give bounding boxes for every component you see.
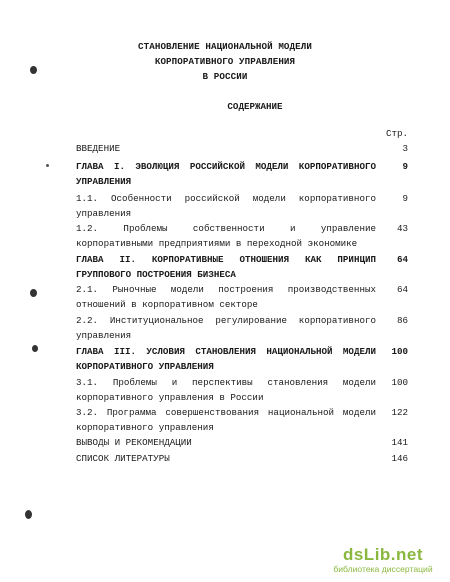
toc-entry-text: ГЛАВА III. УСЛОВИЯ СТАНОВЛЕНИЯ НАЦИОНАЛЬНОЙ МОДЕЛИ КОРПОРАТИВНОГО УПРАВЛЕНИЯ xyxy=(76,346,376,372)
toc-entry-text: ВЫВОДЫ И РЕКОМЕНДАЦИИ xyxy=(76,437,192,448)
scan-blot xyxy=(32,345,38,352)
scan-blot xyxy=(25,510,32,519)
toc-page-number: 9 xyxy=(402,193,408,204)
toc-page-number: 100 xyxy=(391,346,408,357)
toc-entry-chapter-3[interactable] xyxy=(76,345,376,374)
toc-entry-introduction[interactable] xyxy=(76,142,376,157)
toc-entry-section-3-1[interactable] xyxy=(76,376,376,405)
toc-entry-bibliography[interactable] xyxy=(76,452,376,467)
watermark-logo: dsLib.net xyxy=(342,545,424,564)
scan-blot xyxy=(46,164,49,167)
toc-entry-text: 1.2. Проблемы собственности и управление корпоративными предприятиями в переходной экономике xyxy=(76,223,376,249)
toc-entry-text: 1.1. Особенности российской модели корпоративного управления xyxy=(76,193,376,219)
title-line-3: В РОССИИ xyxy=(202,71,248,82)
watermark-subtitle: библиотека диссертаций xyxy=(333,564,433,574)
toc-entry-text: ВВЕДЕНИЕ xyxy=(76,143,121,154)
toc-entry-section-2-2[interactable] xyxy=(76,314,376,343)
toc-entry-text: СПИСОК ЛИТЕРАТУРЫ xyxy=(76,453,170,464)
toc-entry-text: 2.2. Институциональное регулирование корпоративного управления xyxy=(76,315,376,341)
toc-entry-text: 2.1. Рыночные модели построения производственных отношений в корпоративном секторе xyxy=(76,284,376,310)
toc-entry-section-1-2[interactable] xyxy=(76,222,376,251)
toc-page-number: 122 xyxy=(391,407,408,418)
toc-entry-section-1-1[interactable] xyxy=(76,192,376,221)
toc-entry-section-2-1[interactable] xyxy=(76,283,376,312)
toc-entry-text: ГЛАВА I. ЭВОЛЮЦИЯ РОССИЙСКОЙ МОДЕЛИ КОРПОРАТИВНОГО УПРАВЛЕНИЯ xyxy=(76,161,376,187)
toc-page-number: 100 xyxy=(391,377,408,388)
toc-entry-chapter-1[interactable] xyxy=(76,160,376,189)
toc-page-number: 64 xyxy=(396,254,408,265)
title-line-1: СТАНОВЛЕНИЕ НАЦИОНАЛЬНОЙ МОДЕЛИ xyxy=(137,41,312,52)
scan-blot xyxy=(30,66,37,74)
toc-page-number: 64 xyxy=(396,284,408,295)
toc-entry-text: 3.1. Проблемы и перспективы становления модели корпоративного управления в России xyxy=(76,377,376,403)
title-line-2: КОРПОРАТИВНОГО УПРАВЛЕНИЯ xyxy=(154,56,296,67)
toc-heading: СОДЕРЖАНИЕ xyxy=(227,101,283,112)
scan-blot xyxy=(30,289,37,297)
toc-entry-text: ГЛАВА II. КОРПОРАТИВНЫЕ ОТНОШЕНИЯ КАК ПРИНЦИП ГРУППОВОГО ПОСТРОЕНИЯ БИЗНЕСА xyxy=(76,254,376,280)
toc-entry-conclusions[interactable] xyxy=(76,436,376,451)
toc-entry-section-3-2[interactable] xyxy=(76,406,376,435)
toc-page-number: 141 xyxy=(391,437,408,448)
toc-page-number: 86 xyxy=(396,315,408,326)
toc-page-number: 9 xyxy=(402,161,408,172)
toc-page-number: 43 xyxy=(396,223,408,234)
page-column-label: Стр. xyxy=(385,128,408,139)
watermark xyxy=(328,546,438,574)
toc-page-number: 3 xyxy=(402,143,408,154)
toc-page-number: 146 xyxy=(391,453,408,464)
toc-entry-chapter-2[interactable] xyxy=(76,253,376,282)
toc-entry-text: 3.2. Программа совершенствования национальной модели корпоративного управления xyxy=(76,407,376,433)
